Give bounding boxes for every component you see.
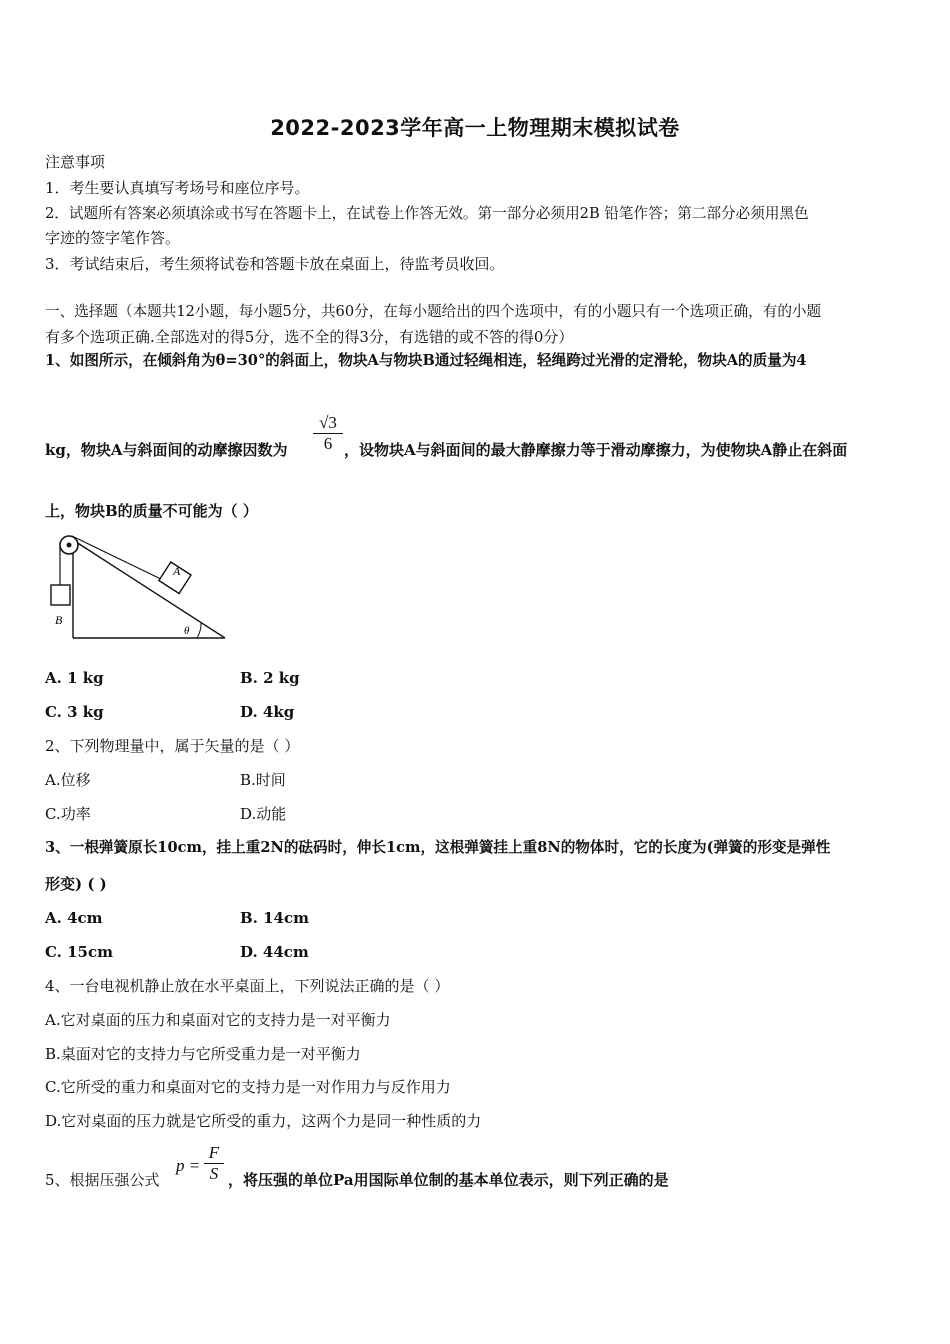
incline-pulley-figure — [45, 528, 230, 643]
q5-formula-lhs: p = — [176, 1156, 201, 1175]
q3-option-d[interactable]: D. 44cm — [240, 943, 309, 961]
q1-stem-line2a: kg，物块A与斜面间的动摩擦因数为 — [45, 441, 288, 459]
notice-item-2-cont: 字迹的签字笔作答。 — [45, 229, 181, 247]
q5-pressure-fraction — [204, 1144, 224, 1183]
q5-stem-suffix: ，将压强的单位Pa用国际单位制的基本单位表示，则下列正确的是 — [228, 1171, 669, 1189]
label-theta: θ — [184, 625, 190, 637]
section-instructions-line1: 一、选择题（本题共12小题，每小题5分，共60分，在每小题给出的四个选项中，有的小题只有一个选项正确，有的小题 — [45, 303, 822, 320]
q2-option-c[interactable]: C.功率 — [45, 805, 91, 823]
notice-heading: 注意事项 — [45, 153, 106, 171]
q1-stem-line3: 上，物块B的质量不可能为（ ） — [45, 502, 258, 520]
notice-item-1: 1．考生要认真填写考场号和座位序号。 — [45, 179, 310, 197]
q1-option-a[interactable]: A. 1 kg — [45, 669, 104, 687]
q4-option-c[interactable]: C.它所受的重力和桌面对它的支持力是一对作用力与反作用力 — [45, 1078, 451, 1096]
q5-stem-prefix: 5、根据压强公式 — [45, 1171, 160, 1189]
q2-stem: 2、下列物理量中，属于矢量的是（ ） — [45, 737, 300, 755]
q5-fraction-numerator: F — [208, 1143, 220, 1162]
q4-stem: 4、一台电视机静止放在水平桌面上，下列说法正确的是（ ） — [45, 977, 450, 995]
q3-option-b[interactable]: B. 14cm — [240, 909, 310, 927]
notice-item-3: 3．考试结束后，考生须将试卷和答题卡放在桌面上，待监考员收回。 — [45, 255, 505, 273]
q1-option-b[interactable]: B. 2 kg — [240, 669, 300, 687]
label-a: A — [173, 564, 181, 578]
notice-item-2: 2．试题所有答案必须填涂或书写在答题卡上，在试卷上作答无效。第一部分必须用2B 铅笔作答；第二部分必须用黑色 — [45, 205, 809, 222]
q2-option-b[interactable]: B.时间 — [240, 771, 286, 789]
q4-option-b[interactable]: B.桌面对它的支持力与它所受重力是一对平衡力 — [45, 1045, 361, 1063]
q3-option-a[interactable]: A. 4cm — [45, 909, 103, 927]
label-b: B — [55, 613, 63, 627]
q1-stem-line1: 1、如图所示，在倾斜角为θ=30°的斜面上，物块A与物块B通过轻绳相连，轻绳跨过光滑的定滑轮，物块A的质量为4 — [45, 352, 807, 369]
q1-option-c[interactable]: C. 3 kg — [45, 703, 104, 721]
q4-option-d[interactable]: D.它对桌面的压力就是它所受的重力，这两个力是同一种性质的力 — [45, 1112, 482, 1130]
section-instructions-line2: 有多个选项正确.全部选对的得5分，选不全的得3分，有选错的或不答的得0分） — [45, 328, 574, 346]
q3-option-c[interactable]: C. 15cm — [45, 943, 113, 961]
q3-stem-line2: 形变) ( ) — [45, 875, 107, 893]
page-title: 2022-2023学年高一上物理期末模拟试卷 — [270, 116, 680, 140]
block-b — [51, 585, 70, 605]
q1-fraction-numerator: √3 — [319, 413, 337, 432]
q4-option-a[interactable]: A.它对桌面的压力和桌面对它的支持力是一对平衡力 — [45, 1011, 391, 1029]
q3-stem-line1: 3、一根弹簧原长10cm，挂上重2N的砝码时，伸长1cm，这根弹簧挂上重8N的物体时，它的长度为(弹簧的形变是弹性 — [45, 839, 831, 856]
q1-friction-fraction — [313, 414, 343, 453]
q2-option-d[interactable]: D.动能 — [240, 805, 287, 823]
q5-fraction-denominator: S — [209, 1164, 219, 1183]
q1-fraction-denominator: 6 — [323, 434, 333, 453]
q1-option-d[interactable]: D. 4kg — [240, 703, 295, 721]
q1-stem-line2b: ，设物块A与斜面间的最大静摩擦力等于滑动摩擦力，为使物块A静止在斜面 — [344, 441, 848, 459]
q2-option-a[interactable]: A.位移 — [45, 771, 91, 789]
